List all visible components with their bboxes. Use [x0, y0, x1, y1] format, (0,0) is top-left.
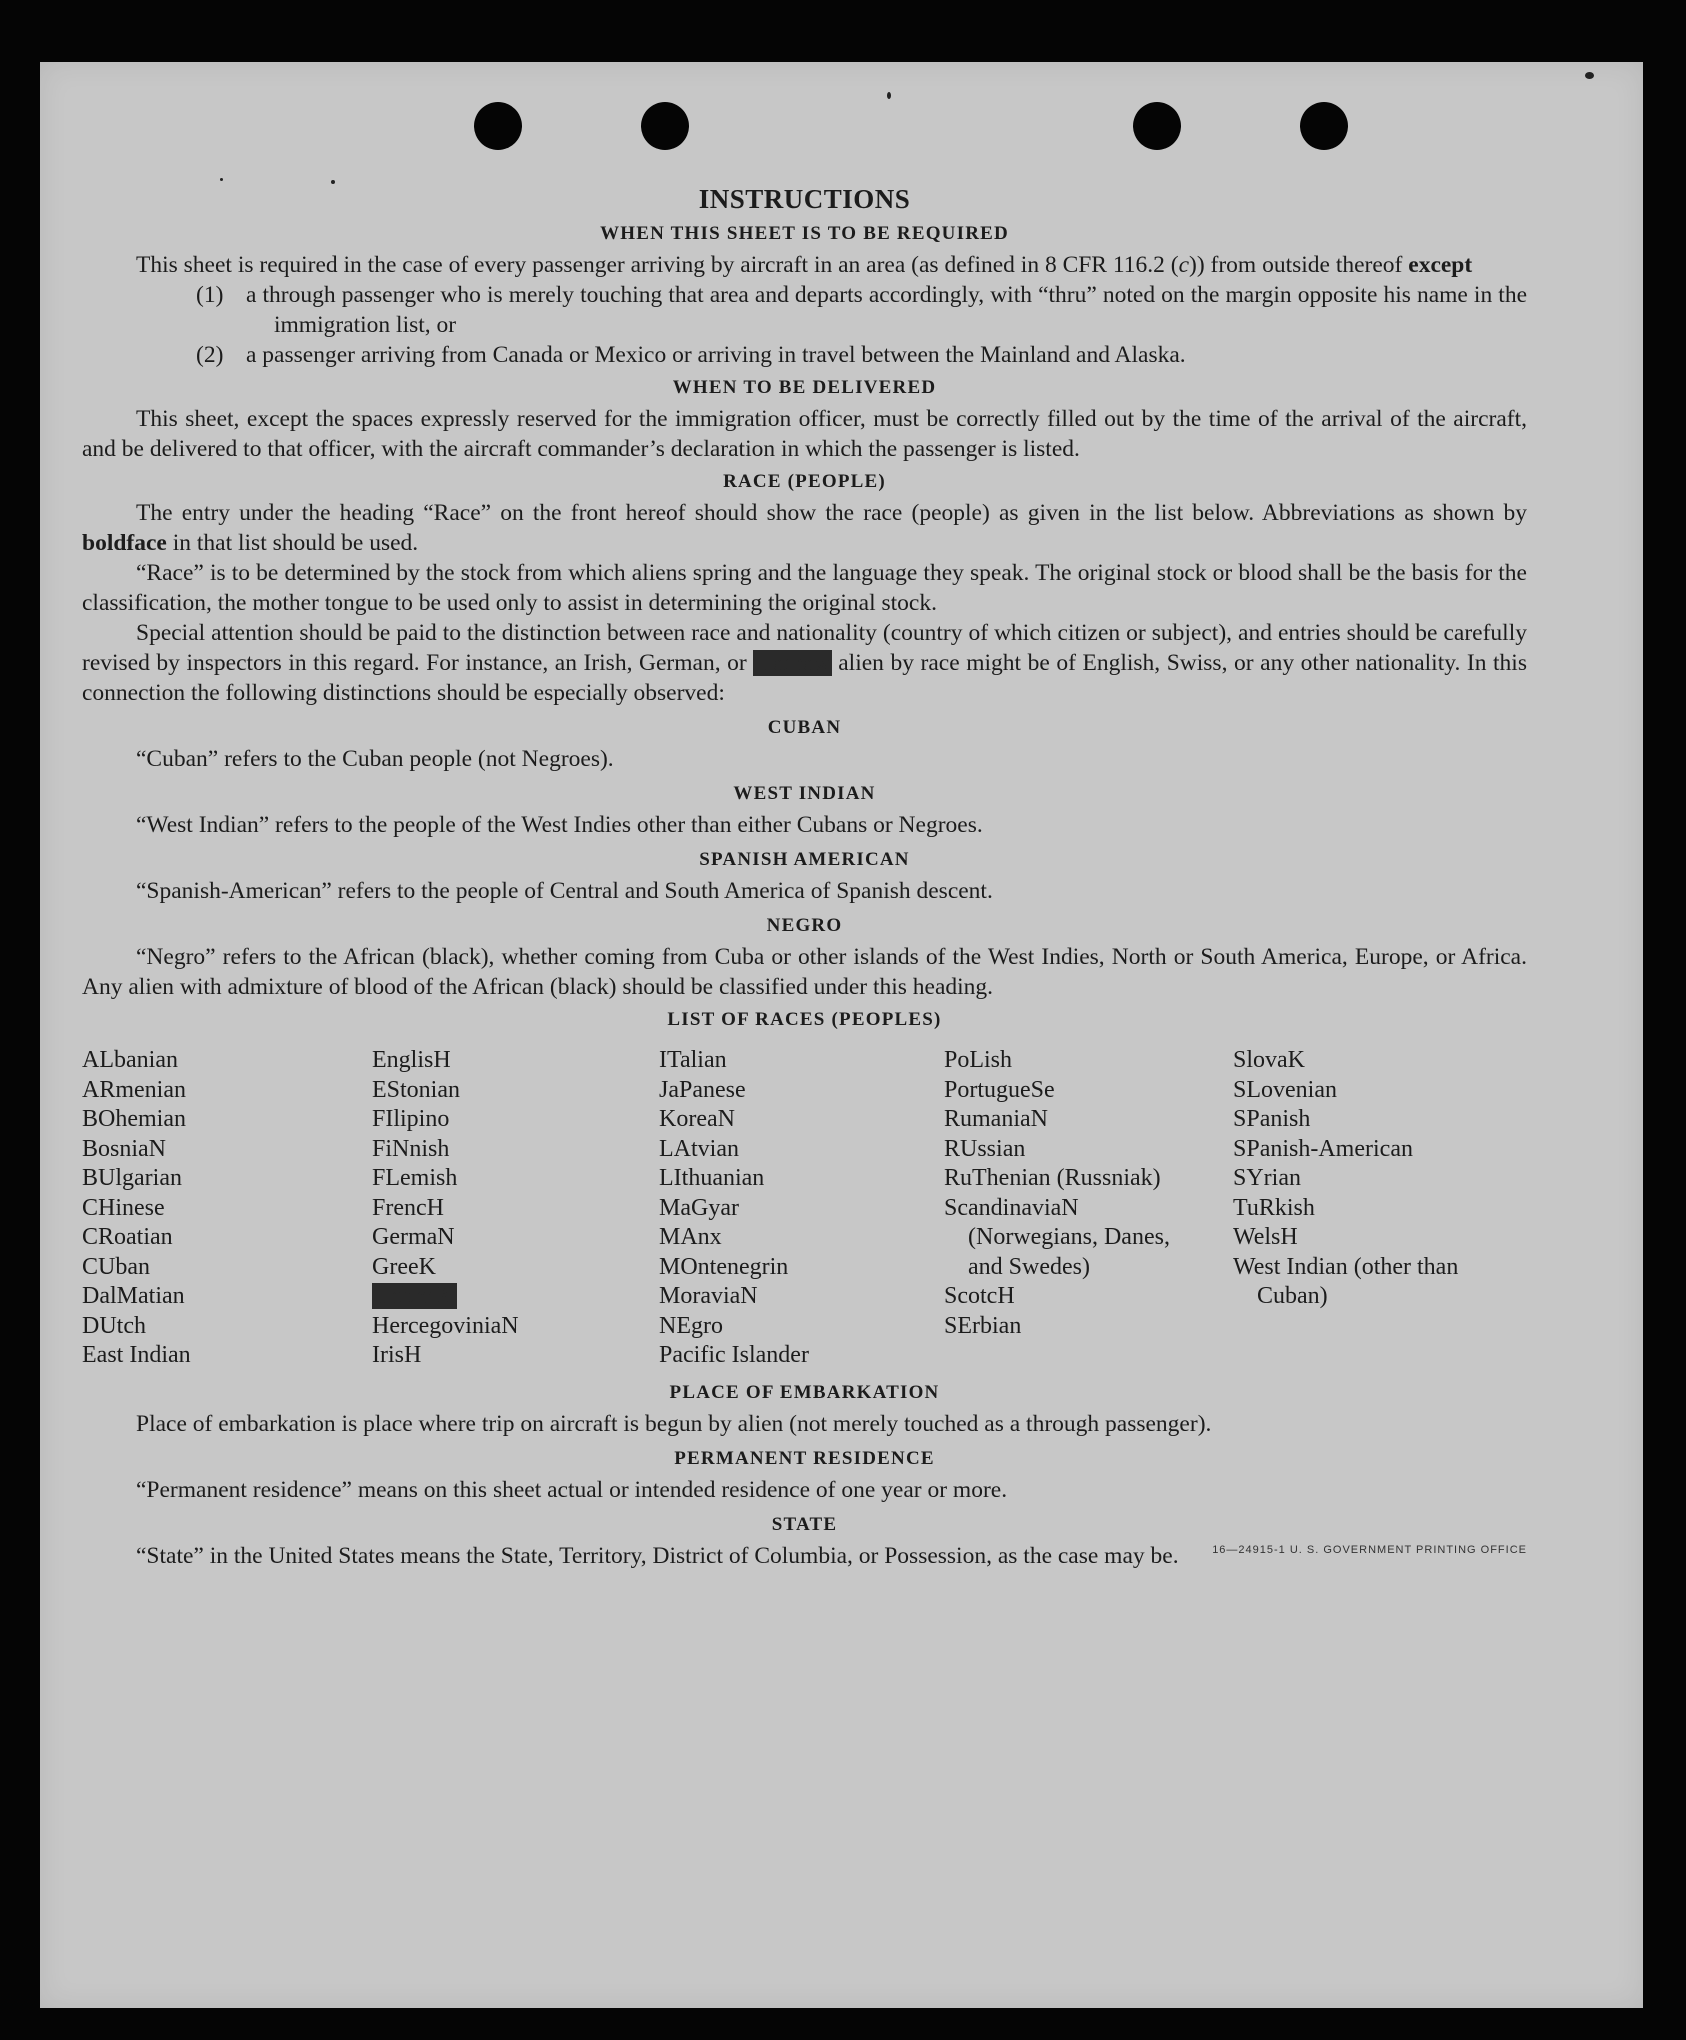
race-item: MaGyar — [659, 1194, 739, 1221]
spanish-american-text: “Spanish-American” refers to the people of Central and South America of Spanish descent. — [136, 878, 993, 904]
race-item: ITalian — [659, 1047, 727, 1073]
race-item: ScotcH — [944, 1283, 1015, 1309]
race-item: NEgro — [659, 1312, 723, 1339]
item-number: (1) — [196, 282, 224, 308]
state-text: “State” in the United States means the State, Territory, District of Columbia, or Possession, as the case may be. — [136, 1542, 1179, 1569]
heading-spanish-american: SPANISH AMERICAN — [699, 849, 910, 870]
residence-text: “Permanent residence” means on this sheet actual or intended residence of one year or more. — [136, 1476, 1008, 1503]
race-item: EnglisH — [372, 1047, 451, 1073]
heading-list-of-races: LIST OF RACES (PEOPLES) — [667, 1009, 942, 1030]
race-item: ScandinaviaN (Norwegians, Danes, and Swedes) — [944, 1194, 1170, 1280]
heading-state: STATE — [771, 1513, 838, 1535]
heading-west-indian: WEST INDIAN — [733, 783, 876, 804]
heading-embarkation: PLACE OF EMBARKATION — [669, 1381, 940, 1403]
heading-when-delivered: WHEN TO BE DELIVERED — [672, 377, 937, 398]
race-item: BUlgarian — [82, 1165, 182, 1191]
state-block — [82, 1541, 1527, 1571]
race-item: JaPanese — [659, 1076, 746, 1103]
punch-hole — [474, 102, 522, 150]
race-p1-a: The entry under the heading “Race” on the front hereof should show the race (people) as given in the list below. Abbreviations as shown by — [136, 500, 1527, 526]
race-item: MOntenegrin — [659, 1253, 789, 1280]
heading-negro: NEGRO — [766, 915, 843, 936]
race-item: BOhemian — [82, 1106, 186, 1132]
struck-word: Hebrew — [755, 650, 830, 676]
intro-text-b: )) from outside thereof — [1189, 252, 1409, 278]
race-p1-bold: boldface — [82, 530, 167, 556]
race-item: DUtch — [82, 1312, 146, 1339]
race-item: SlovaK — [1233, 1047, 1305, 1073]
race-item: SYrian — [1233, 1165, 1301, 1191]
race-item: IrisH — [372, 1342, 422, 1368]
race-item: CRoatian — [82, 1224, 173, 1250]
race-list — [82, 1046, 1527, 1371]
race-item: BosniaN — [82, 1135, 166, 1162]
race-item: MoraviaN — [659, 1283, 758, 1309]
race-item: EStonian — [372, 1076, 460, 1103]
race-item: SErbian — [944, 1312, 1022, 1339]
race-item: ARmenian — [82, 1076, 186, 1103]
race-item: East Indian — [82, 1342, 191, 1368]
heading-when-required: WHEN THIS SHEET IS TO BE REQUIRED — [600, 223, 1009, 244]
race-item: CUban — [82, 1253, 150, 1280]
race-item: PoLish — [944, 1047, 1013, 1073]
heading-permanent-residence: PERMANENT RESIDENCE — [674, 1447, 935, 1469]
race-p3-a: Special attention should be paid to the distinction between race and nationality (country of which citizen or subject), and entries should be carefully revised by inspectors in this regard. For instance, an Irish, German, or — [82, 620, 1527, 676]
race-p1-b: in that list should be used. — [166, 530, 419, 556]
struck-race: HebreW — [374, 1283, 456, 1309]
race-item: SLovenian — [1233, 1076, 1337, 1103]
heading-race: RACE (PEOPLE) — [723, 471, 886, 492]
race-item: HercegoviniaN — [372, 1312, 519, 1339]
race-item: FLemish — [372, 1165, 458, 1191]
race-item: SPanish-American — [1233, 1135, 1413, 1162]
document-sheet — [40, 62, 1643, 2008]
race-item: RuThenian (Russniak) — [944, 1165, 1161, 1191]
race-item: FiNnish — [372, 1135, 450, 1162]
race-item: Pacific Islander — [659, 1342, 809, 1368]
race-item: West Indian (other than Cuban) — [1233, 1253, 1459, 1309]
intro-except: except — [1408, 252, 1473, 278]
punch-hole — [1133, 102, 1181, 150]
race-paragraph-2: “Race” is to be determined by the stock from which aliens spring and the language they speak. The original stock or blood shall be the basis for the classification, the mother tongue to be used only to assist in determining the original stock. — [82, 560, 1527, 616]
race-item: TuRkish — [1233, 1194, 1315, 1221]
required-intro — [82, 250, 1527, 280]
intro-c: c — [1178, 252, 1189, 278]
race-item: ALbanian — [82, 1047, 178, 1073]
printing-office-code: 16—24915-1 U. S. GOVERNMENT PRINTING OFFICE — [1212, 1543, 1527, 1556]
race-column — [82, 1046, 372, 1371]
race-item: MAnx — [659, 1224, 722, 1250]
delivered-text: This sheet, except the spaces expressly reserved for the immigration officer, must be correctly filled out by the time of the arrival of the aircraft, and be delivered to that officer, with the aircraft commander’s declaration in which the passenger is listed. — [82, 406, 1527, 462]
race-item: PortugueSe — [944, 1076, 1055, 1103]
exception-item — [196, 280, 1527, 340]
race-item: GermaN — [372, 1224, 455, 1250]
race-item: GreeK — [372, 1253, 436, 1280]
item-text: a through passenger who is merely touching that area and departs accordingly, with “thru” noted on the margin opposite his name in the immigration list, or — [246, 282, 1527, 338]
race-item: KoreaN — [659, 1106, 735, 1132]
race-paragraph-3 — [82, 618, 1527, 708]
heading-cuban: CUBAN — [767, 717, 842, 738]
race-item: RUssian — [944, 1135, 1026, 1162]
intro-text-a: This sheet is required in the case of every passenger arriving by aircraft in an area (as defined in 8 CFR 116.2 ( — [136, 252, 1179, 278]
speck — [1585, 72, 1594, 79]
race-item — [372, 1282, 659, 1312]
race-column — [659, 1046, 944, 1371]
instructions-content — [82, 182, 1527, 1571]
exception-item — [196, 340, 1527, 370]
race-paragraph-1 — [82, 498, 1527, 558]
negro-text: “Negro” refers to the African (black), whether coming from Cuba or other islands of the West Indies, North or South America, Europe, or Africa. Any alien with admixture of blood of the African (black) should be classified under this heading. — [82, 944, 1527, 1000]
cuban-text: “Cuban” refers to the Cuban people (not Negroes). — [136, 746, 614, 772]
embarkation-text: Place of embarkation is place where trip on aircraft is begun by alien (not merely touched as a through passenger). — [136, 1410, 1212, 1437]
race-column — [1233, 1046, 1483, 1371]
speck — [887, 92, 891, 99]
exception-list — [196, 280, 1527, 370]
race-item: DalMatian — [82, 1283, 185, 1309]
punch-hole — [1300, 102, 1348, 150]
item-number: (2) — [196, 342, 224, 368]
race-column — [944, 1046, 1209, 1371]
race-item: LAtvian — [659, 1135, 739, 1162]
race-item: FIlipino — [372, 1106, 450, 1132]
race-item: CHinese — [82, 1194, 165, 1221]
race-item: LIthuanian — [659, 1165, 765, 1191]
race-column — [372, 1046, 659, 1371]
page-title: INSTRUCTIONS — [698, 184, 911, 214]
race-item: SPanish — [1233, 1106, 1311, 1132]
race-p3-b: alien by race might be of English, Swiss, or any other nationality. In this connection the following distinctions should be especially observed: — [82, 650, 1527, 706]
speck — [220, 178, 223, 181]
race-item: FrencH — [372, 1194, 444, 1221]
race-item: WelsH — [1233, 1224, 1298, 1250]
punch-hole — [641, 102, 689, 150]
item-text: a passenger arriving from Canada or Mexico or arriving in travel between the Mainland and Alaska. — [246, 342, 1186, 368]
west-indian-text: “West Indian” refers to the people of the West Indies other than either Cubans or Negroes. — [136, 812, 983, 838]
race-item: RumaniaN — [944, 1106, 1048, 1132]
